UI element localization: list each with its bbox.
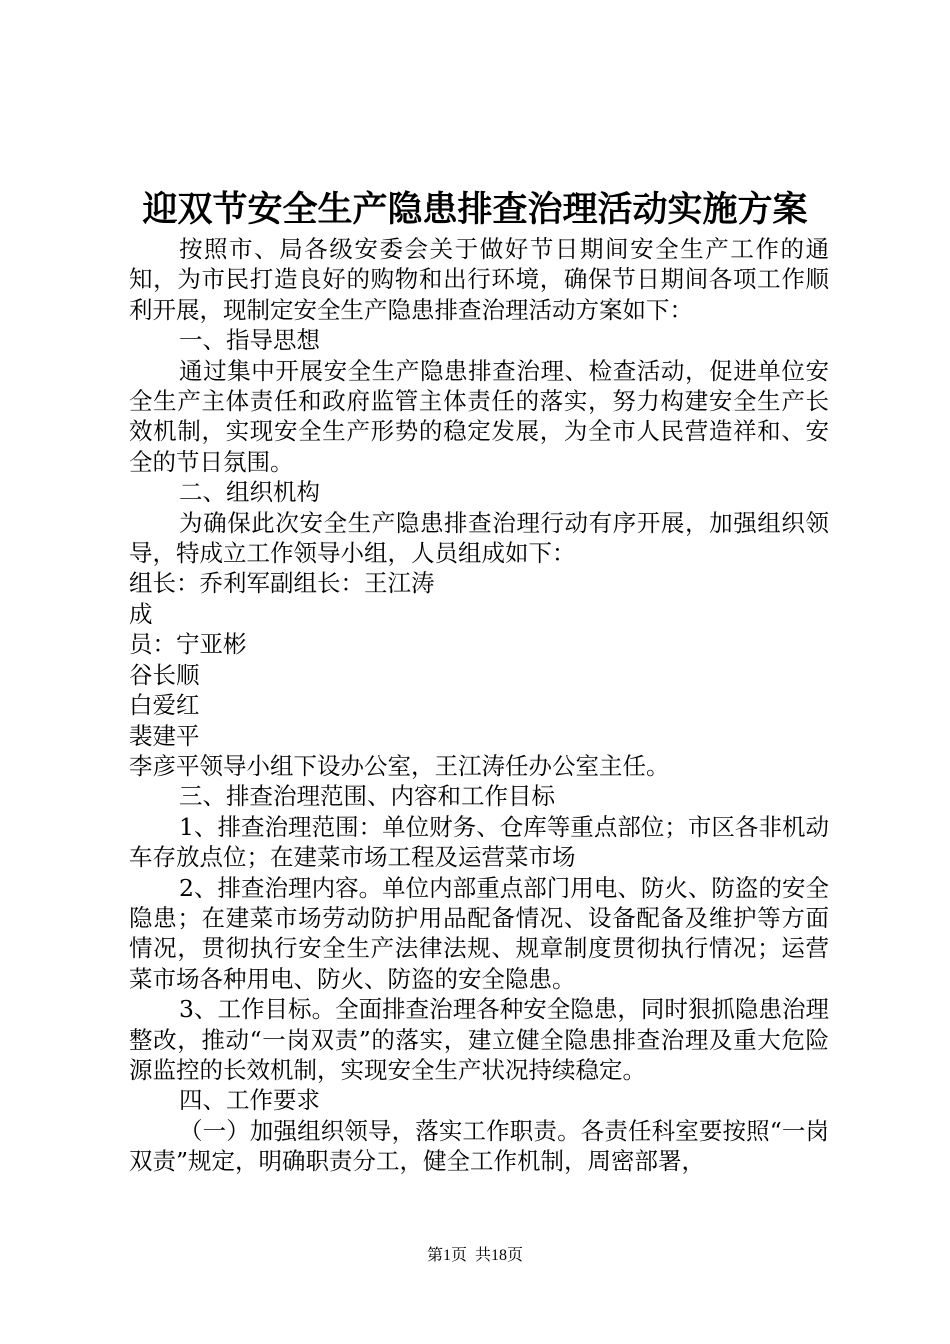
- paragraph: 2、排查治理内容。单位内部重点部门用电、防火、防盗的安全隐患；在建菜市场劳动防护用品配备情况、设备配备及维护等方面情况，贯彻执行安全生产法律法规、规章制度贯彻执行情况；运营菜市场各种用电、防火、防盗的安全隐患。: [129, 873, 829, 993]
- paragraph: 按照市、局各级安委会关于做好节日期间安全生产工作的通知，为市民打造良好的购物和出行环境，确保节日期间各项工作顺利开展，现制定安全生产隐患排查治理活动方案如下：: [129, 235, 829, 324]
- paragraph: （一）加强组织领导，落实工作职责。各责任科室要按照“一岗双责”规定，明确职责分工，健全工作机制，周密部署，: [129, 1116, 829, 1176]
- member-line: 白爱红: [129, 691, 200, 720]
- document-body: [129, 234, 829, 1177]
- member-line: 成: [129, 599, 153, 628]
- document-title: 迎双节安全生产隐患排查治理活动实施方案: [142, 189, 808, 230]
- section-heading: 四、工作要求: [179, 1086, 320, 1115]
- page-number: 第1页 共18页: [426, 1247, 523, 1264]
- section-heading: 三、排查治理范围、内容和工作目标: [179, 782, 555, 811]
- member-line: 谷长顺: [129, 660, 200, 689]
- paragraph: 1、排查治理范围：单位财务、仓库等重点部位；市区各非机动车存放点位；在建菜市场工程及运营菜市场: [129, 812, 829, 872]
- paragraph: 为确保此次安全生产隐患排查治理行动有序开展，加强组织领导，特成立工作领导小组，人员组成如下：: [129, 508, 829, 568]
- page-footer: [0, 1244, 950, 1268]
- member-line: 员：宁亚彬: [129, 630, 247, 659]
- member-line: 组长：乔利军副组长：王江涛: [129, 569, 435, 598]
- member-line: 裴建平: [129, 721, 200, 750]
- paragraph: 3、工作目标。全面排查治理各种安全隐患，同时狠抓隐患治理整改，推动“一岗双责”的落实，建立健全隐患排查治理及重大危险源监控的长效机制，实现安全生产状况持续稳定。: [129, 995, 829, 1084]
- paragraph: 通过集中开展安全生产隐患排查治理、检查活动，促进单位安全生产主体责任和政府监管主体责任的落实，努力构建安全生产长效机制，实现安全生产形势的稳定发展，为全市人民营造祥和、安全的节日氛围。: [129, 356, 829, 476]
- section-heading: 一、指导思想: [179, 326, 320, 355]
- member-line: 李彦平领导小组下设办公室，王江涛任办公室主任。: [129, 751, 670, 780]
- section-heading: 二、组织机构: [179, 478, 320, 507]
